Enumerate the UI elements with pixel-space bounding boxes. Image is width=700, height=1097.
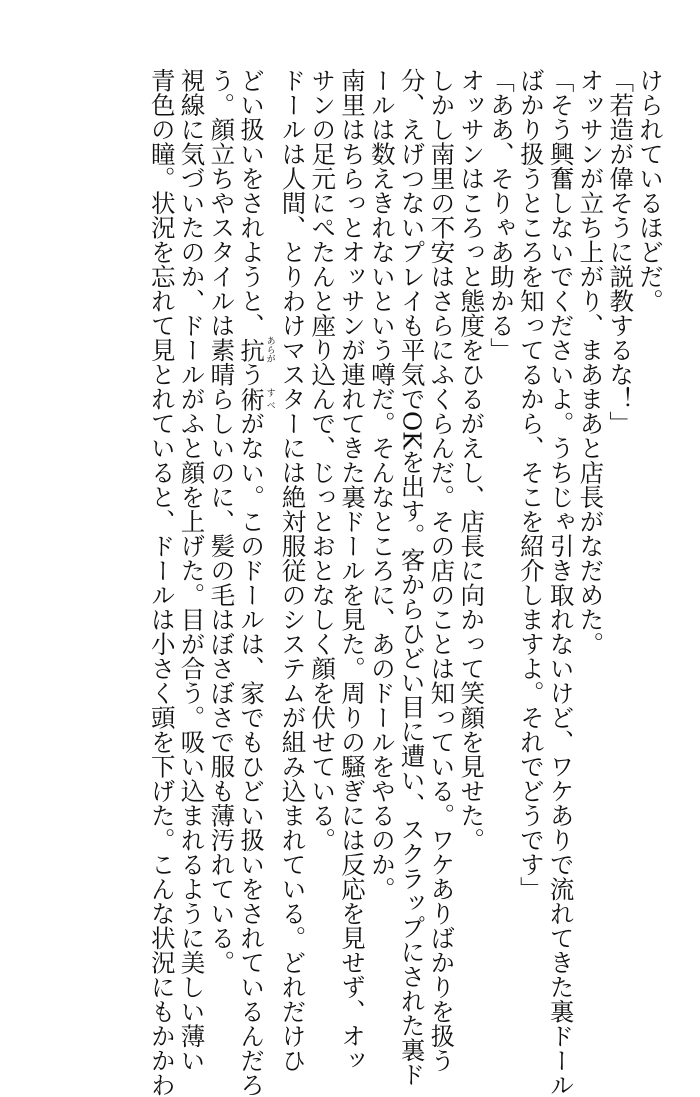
text-line-2: 「若造が偉そうに説教するな！」 [606,68,636,436]
text-line-6: 「ああ、そりゃあ助かる」 [487,68,517,362]
ruby-line-before: どい扱いをされようと、 [237,68,267,338]
text-line-9: 分、えげつないプレイも平気でOKを出す。客からひどい目に遭い、スクラップにされた裏ド [397,68,427,1087]
text-line-16: 視線に気づいたのか、ドールがふと顔を上げた。目が合う。吸い込まれるように美しい薄い [177,68,207,1073]
text-line-3: オッサンが立ち上がり、まあまあと店長がなだめた。 [576,68,606,656]
text-line-12: サンの足元にぺたんと座り込んで、じっとおとなしく顔を伏せている。 [308,68,338,852]
text-line-8: しかし南里の不安はさらにふくらんだ。その店のことは知っている。ワケありばかりを扱う [427,68,457,1073]
text-line-4: 「そう興奮しないでくださいよ。うちじゃ引き取れないけど、ワケありで流れてきた裏ドール [546,68,576,1097]
ruby-reading-2: すべ [264,386,275,411]
text-line-7: オッサンはころっと態度をひるがえし、店長に向かって笑顔を見せた。 [457,68,487,852]
text-line-10: ールは数えきれないという噂だ。そんなところに、あのドールをやるのか。 [367,68,397,901]
text-line-14-with-ruby [237,68,275,1097]
ruby-base-2: 術 [237,386,267,411]
ruby-base-1: 抗 [237,336,267,364]
ruby-line-mid: う [237,362,267,387]
ruby-sube [237,386,275,412]
text-line-1: けられているほどだ。 [636,68,665,313]
ruby-reading-1: あらが [264,336,275,364]
vertical-text-body [144,68,665,1097]
text-line-15: う。顔立ちやスタイルは素晴らしいのに、髪の毛はぼさぼさで服も薄汚れている。 [207,68,237,975]
text-line-11: 南里はちらっとオッサンが連れてきた裏ドールを見た。周りの騒ぎには反応を見せず、オッ [338,68,368,1073]
ruby-line-after: がない。このドールは、家でもひどい扱いをされているんだろ [237,411,267,1097]
text-line-5: ばかり扱うところを知ってるから、そこを紹介しますよ。それでどうです」 [516,68,546,901]
text-line-13: ドールは人間、とりわけマスターには絶対服従のシステムが組み込まれている。どれだけひ [278,68,308,1073]
text-line-17: 青色の瞳。状況を忘れて見とれていると、ドールは小さく頭を下げた。こんな状況にもかかわ [147,68,177,1097]
ruby-aragau [237,336,275,364]
